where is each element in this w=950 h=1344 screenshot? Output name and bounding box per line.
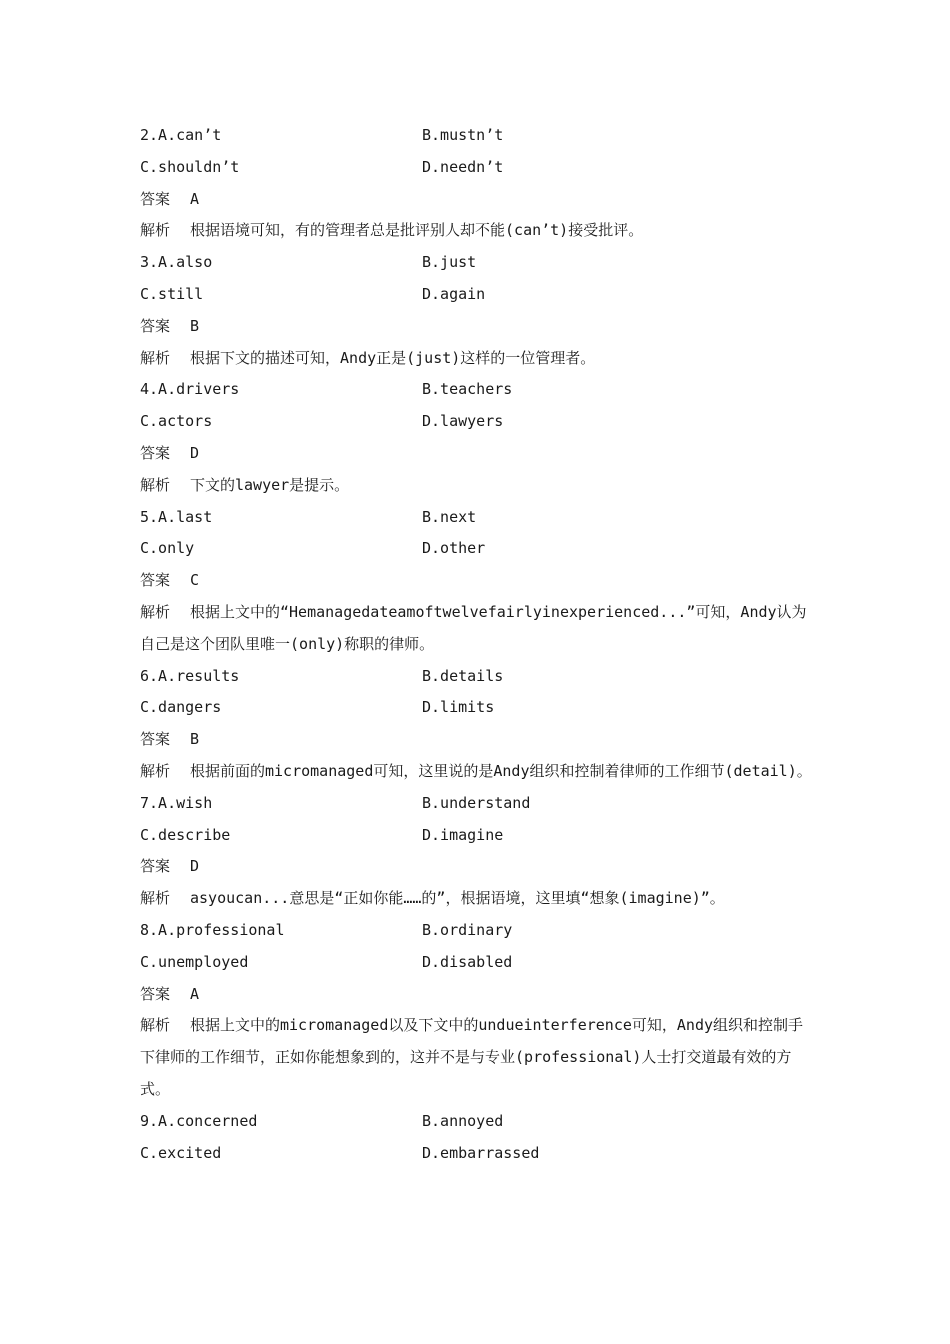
option-c: C.actors xyxy=(140,412,213,431)
option-c: C.only xyxy=(140,539,195,558)
option-b: B.next xyxy=(422,507,477,526)
analysis-label: 解析 xyxy=(140,1016,171,1035)
option-row xyxy=(140,152,815,184)
option-b: B.ordinary xyxy=(422,920,513,939)
answer-line xyxy=(140,724,815,756)
option-d: D.again xyxy=(422,284,486,303)
answer-label: 答案 xyxy=(140,189,171,208)
option-b: B.mustn’t xyxy=(422,126,504,144)
analysis-text: 根据下文的描述可知，Andy正是(just)这样的一位管理者。 xyxy=(190,348,596,367)
analysis-label: 解析 xyxy=(140,889,171,908)
analysis-line xyxy=(140,597,815,661)
answer-line xyxy=(140,565,815,597)
answer-label: 答案 xyxy=(140,857,171,876)
analysis-line xyxy=(140,343,815,375)
analysis-text: 根据语境可知，有的管理者总是批评别人却不能(can’t)接受批评。 xyxy=(190,221,644,240)
answer-value: B xyxy=(190,316,200,335)
answer-label: 答案 xyxy=(140,443,171,462)
answer-value: A xyxy=(190,984,200,1003)
option-c: C.unemployed xyxy=(140,952,249,971)
analysis-line xyxy=(140,1010,815,1105)
answer-line xyxy=(140,979,815,1011)
option-row xyxy=(140,1138,815,1170)
option-c: C.dangers xyxy=(140,698,222,717)
option-row xyxy=(140,692,815,724)
option-c: C.still xyxy=(140,284,204,303)
option-row xyxy=(140,247,815,279)
option-d: D.limits xyxy=(422,698,495,717)
answer-line xyxy=(140,438,815,470)
analysis-line xyxy=(140,215,815,247)
answer-label: 答案 xyxy=(140,316,171,335)
option-b: B.understand xyxy=(422,793,531,812)
answer-label: 答案 xyxy=(140,730,171,749)
option-row xyxy=(140,374,815,406)
option-c: C.excited xyxy=(140,1143,222,1162)
option-a: 2.A.can’t xyxy=(140,126,222,144)
question-block-5 xyxy=(140,502,815,661)
option-row xyxy=(140,120,815,152)
answer-value: D xyxy=(190,857,200,876)
option-d: D.imagine xyxy=(422,825,504,844)
analysis-text: 根据上文中的“Hemanagedateamoftwelvefairlyinexperienced...”可知，Andy认为自己是这个团队里唯一(only)称职的律师。 xyxy=(140,602,807,653)
option-d: D.needn’t xyxy=(422,157,504,176)
option-row xyxy=(140,502,815,534)
option-b: B.teachers xyxy=(422,380,513,399)
option-a: 9.A.concerned xyxy=(140,1111,258,1130)
option-a: 4.A.drivers xyxy=(140,380,240,399)
option-row xyxy=(140,1106,815,1138)
analysis-text: 下文的lawyer是提示。 xyxy=(190,475,350,494)
option-row xyxy=(140,279,815,311)
analysis-text: 根据前面的micromanaged可知，这里说的是Andy组织和控制着律师的工作细节(detail)。 xyxy=(190,761,812,780)
analysis-label: 解析 xyxy=(140,602,171,621)
question-block-3 xyxy=(140,247,815,374)
question-block-4 xyxy=(140,374,815,501)
question-block-7 xyxy=(140,788,815,915)
option-a: 3.A.also xyxy=(140,253,213,272)
answer-value: B xyxy=(190,730,200,749)
option-c: C.describe xyxy=(140,825,231,844)
option-row xyxy=(140,406,815,438)
option-d: D.other xyxy=(422,539,486,558)
analysis-label: 解析 xyxy=(140,221,171,240)
answer-value: A xyxy=(190,189,200,208)
option-b: B.annoyed xyxy=(422,1111,504,1130)
option-a: 7.A.wish xyxy=(140,793,213,812)
analysis-line xyxy=(140,470,815,502)
option-row xyxy=(140,820,815,852)
document-page xyxy=(140,120,815,1169)
answer-value: D xyxy=(190,443,200,462)
option-d: D.lawyers xyxy=(422,412,504,431)
question-block-9 xyxy=(140,1106,815,1170)
question-block-2 xyxy=(140,120,815,247)
option-c: C.shouldn’t xyxy=(140,157,240,176)
question-block-6 xyxy=(140,661,815,788)
option-b: B.details xyxy=(422,666,504,685)
option-a: 8.A.professional xyxy=(140,920,285,939)
answer-value: C xyxy=(190,571,200,590)
analysis-label: 解析 xyxy=(140,475,171,494)
answer-line xyxy=(140,184,815,216)
question-block-8 xyxy=(140,915,815,1106)
option-a: 5.A.last xyxy=(140,507,213,526)
answer-label: 答案 xyxy=(140,984,171,1003)
option-row xyxy=(140,533,815,565)
analysis-line xyxy=(140,756,815,788)
option-d: D.embarrassed xyxy=(422,1143,540,1162)
option-row xyxy=(140,915,815,947)
analysis-text: 根据上文中的micromanaged以及下文中的undueinterference可知，Andy组织和控制手下律师的工作细节，正如你能想象到的，这并不是与专业(professional)人士打交道最有效的方式。 xyxy=(140,1016,804,1098)
analysis-label: 解析 xyxy=(140,761,171,780)
option-row xyxy=(140,788,815,820)
answer-line xyxy=(140,311,815,343)
analysis-label: 解析 xyxy=(140,348,171,367)
option-row xyxy=(140,947,815,979)
answer-line xyxy=(140,851,815,883)
option-row xyxy=(140,661,815,693)
analysis-line xyxy=(140,883,815,915)
answer-label: 答案 xyxy=(140,571,171,590)
option-a: 6.A.results xyxy=(140,666,240,685)
option-b: B.just xyxy=(422,253,477,272)
option-d: D.disabled xyxy=(422,952,513,971)
analysis-text: asyoucan...意思是“正如你能……的”，根据语境，这里填“想象(imagine)”。 xyxy=(190,889,725,908)
